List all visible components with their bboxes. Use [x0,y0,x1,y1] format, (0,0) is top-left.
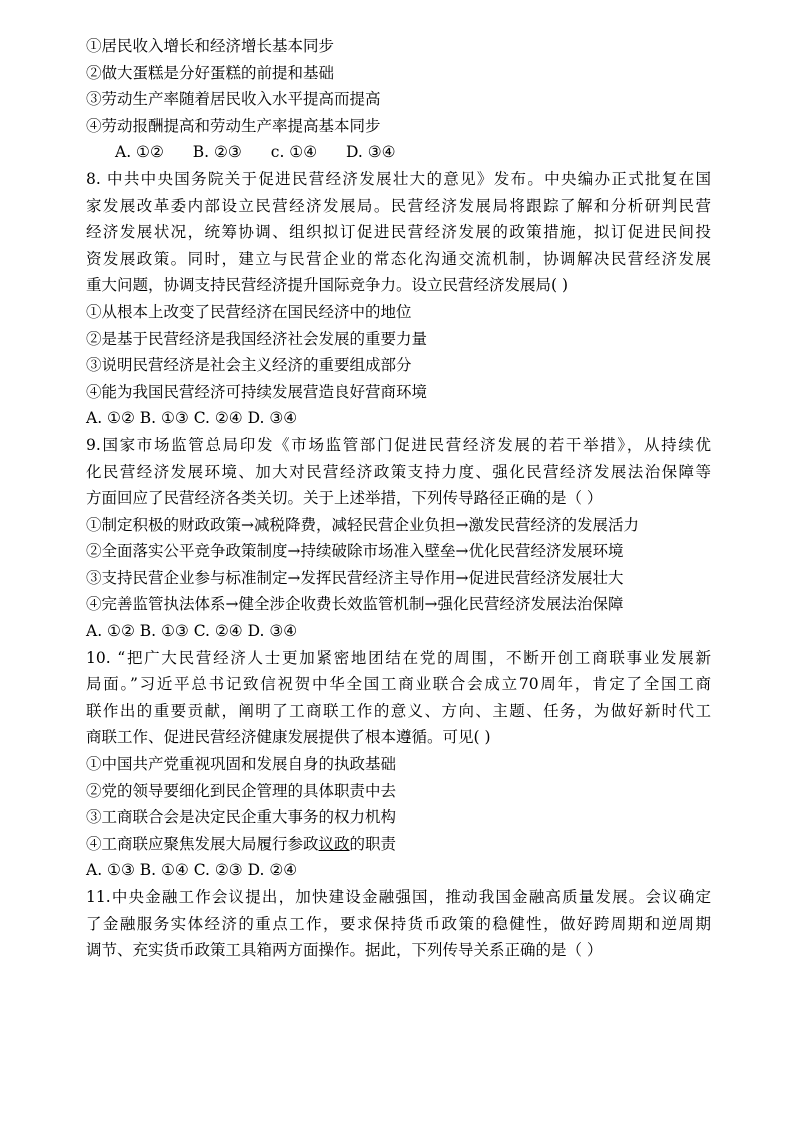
q8-statement-4: ④能为我国民营经济可持续发展营造良好营商环境 [86,382,428,401]
q9-statement-1: ①制定积极的财政政策→减税降费，减轻民营企业负担→激发民营经济的发展活力 [86,515,639,534]
q9-stem-line-3: 方面回应了民营经济各类关切。关于上述举措，下列传导路径正确的是（ ） [86,489,603,508]
q7-statement-4: ④劳动报酬提高和劳动生产率提高基本同步 [86,116,381,135]
q7-option-b: B. ②③ [192,143,242,162]
q7-option-d: D. ③④ [346,143,396,162]
q8-stem-line-5: 重大问题，协调支持民营经济提升国际竞争力。设立民营经济发展局( ) [86,276,569,295]
q8-options: A. ①② B. ①③ C. ②④ D. ③④ [86,409,298,428]
q10-statement-4 [86,831,711,858]
q9-options: A. ①② B. ①③ C. ②④ D. ③④ [86,622,298,641]
q9-stem-line-2: 化民营经济发展环境、加大对民营经济政策支持力度、强化民营经济发展法治保障等 [86,462,711,481]
q10-stem-line-3: 联作出的重要贡献，阐明了工商联工作的意义、方向、主题、任务，为做好新时代工 [86,701,711,720]
q10-stem-line-2: 局面。”习近平总书记致信祝贺中华全国工商业联合会成立70周年，肯定了全国工商 [86,675,711,694]
q8-statement-1: ①从根本上改变了民营经济在国民经济中的地位 [86,302,412,321]
q11-stem-line-3: 调节、充实货币政策工具箱两方面操作。据此，下列传导关系正确的是（ ） [86,941,603,960]
q9-statement-4: ④完善监管执法体系→健全涉企收费长效监管机制→强化民营经济发展法治保障 [86,595,624,614]
q10-stem-line-4: 商联工作、促进民营经济健康发展提供了根本遵循。可见( ) [86,728,491,747]
q10-statement-1: ①中国共产党重视巩固和发展自身的执政基础 [86,755,397,774]
q8-stem-line-3: 经济发展状况，统筹协调、组织拟订促进民营经济发展的政策措施，拟订促进民间投 [86,223,711,242]
q10-options: A. ①③ B. ①④ C. ②③ D. ②④ [86,861,298,880]
q7-statement-1: ①居民收入增长和经济增长基本同步 [86,37,335,55]
q8-stem-line-2: 家发展改革委内部设立民营经济发展局。民营经济发展局将跟踪了解和分析研判民营 [86,196,711,215]
q9-stem-line-1: 9.国家市场监管总局印发《市场监管部门促进民营经济发展的若干举措》，从持续优 [86,435,711,454]
q7-statement-3: ③劳动生产率随着居民收入水平提高而提高 [86,90,381,109]
q7-options [86,139,740,166]
q7-statement-2: ②做大蛋糕是分好蛋糕的前提和基础 [86,63,335,82]
q10-statement-4-before: ④工商联应聚焦发展大局履行参政 [86,834,319,853]
q10-statement-3: ③工商联合会是决定民企重大事务的权力机构 [86,808,397,827]
q7-option-c: c. ①④ [270,143,318,162]
q9-statement-2: ②全面落实公平竞争政策制度→持续破除市场准入壁垒→优化民营经济发展环境 [86,542,624,561]
q7-option-a: A. ①② [115,143,164,162]
q9-statement-3: ③支持民营企业参与标准制定→发挥民营经济主导作用→促进民营经济发展壮大 [86,568,624,587]
q11-stem-line-2: 了金融服务实体经济的重点工作，要求保持货币政策的稳健性，做好跨周期和逆周期 [86,914,711,933]
q8-statement-2: ②是基于民营经济是我国经济社会发展的重要力量 [86,329,428,348]
q10-stem-line-1: 10. “把广大民营经济人士更加紧密地团结在党的周围，不断开创工商联事业发展新 [86,648,711,667]
q11-stem-line-1: 11.中央金融工作会议提出，加快建设金融强国，推动我国金融高质量发展。会议确定 [86,888,711,906]
q8-stem-line-1: 8. 中共中央国务院关于促进民营经济发展壮大的意见》发布。中央编办正式批复在国 [86,169,711,188]
q8-stem-line-4: 资发展政策。同时，建立与民营企业的常态化沟通交流机制，协调解决民营经济发展 [86,249,711,268]
q8-statement-3: ③说明民营经济是社会主义经济的重要组成部分 [86,356,412,375]
q10-statement-4-underlined: 议政 [318,834,350,853]
q10-statement-4-after: 的职责 [349,834,397,853]
q10-statement-2: ②党的领导要细化到民企管理的具体职责中去 [86,781,397,800]
